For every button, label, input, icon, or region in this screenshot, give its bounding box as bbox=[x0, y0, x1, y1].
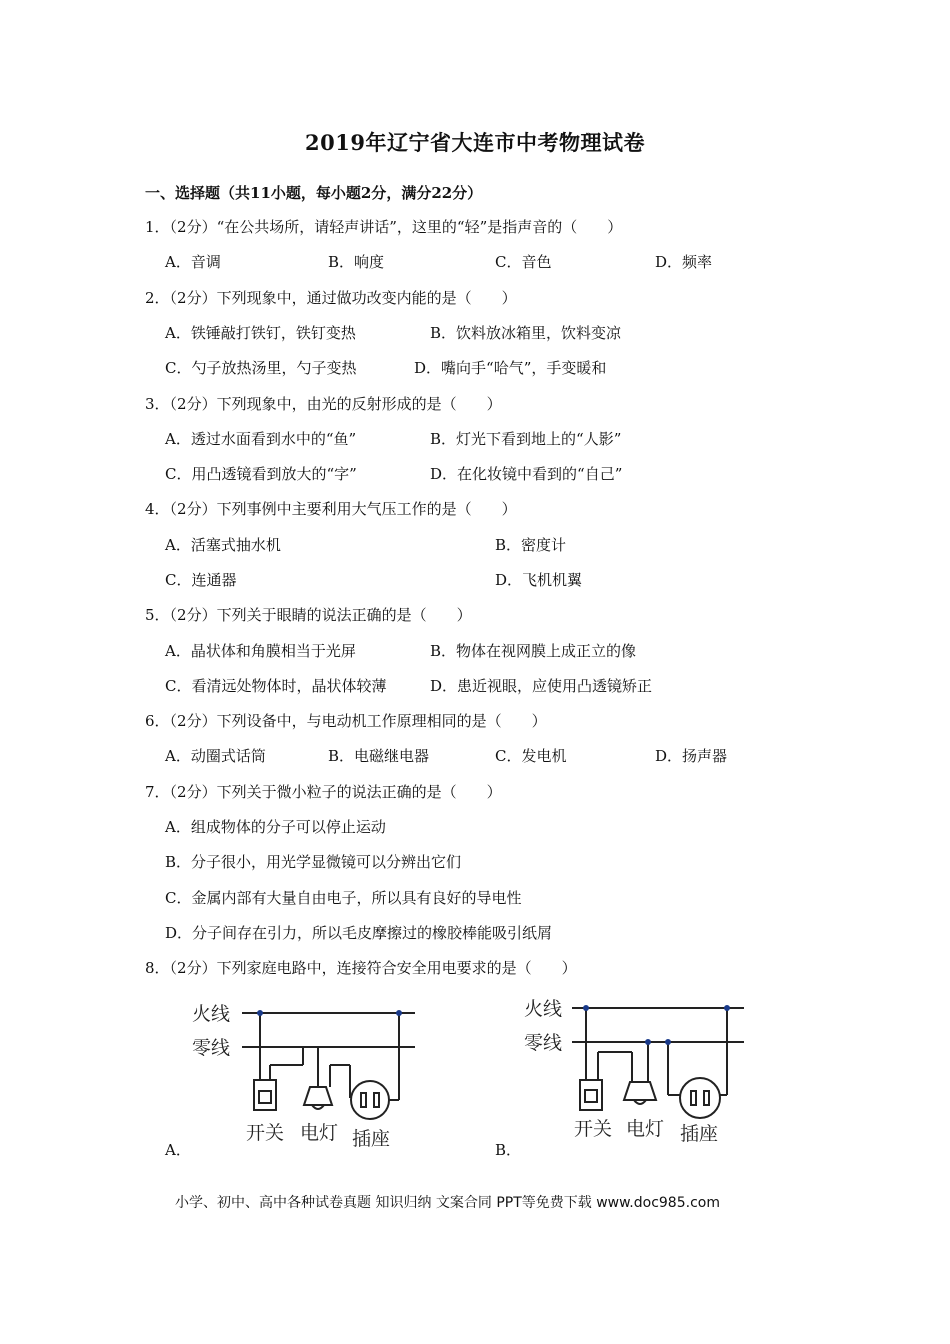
q3-option-a: A．透过水面看到水中的“鱼” bbox=[165, 430, 357, 448]
section-heading: 一、选择题（共11小题，每小题2分，满分22分） bbox=[145, 184, 483, 202]
label-switch: 开关 bbox=[246, 1122, 285, 1144]
question-4-stem: 4．（2分）下列事例中主要利用大气压工作的是（ ） bbox=[145, 500, 517, 518]
label-neutral-wire: 零线 bbox=[524, 1032, 563, 1054]
q6-option-c: C．发电机 bbox=[495, 747, 567, 765]
q2-option-c: C．勺子放热汤里，勺子变热 bbox=[165, 359, 357, 377]
q2-option-d: D．嘴向手“哈气”，手变暖和 bbox=[414, 359, 607, 377]
q3-option-c: C．用凸透镜看到放大的“字” bbox=[165, 465, 357, 483]
q1-option-d: D．频率 bbox=[655, 253, 713, 271]
q8-option-a: A． bbox=[165, 1141, 191, 1159]
label-lamp: 电灯 bbox=[300, 1122, 339, 1144]
question-5-stem: 5．（2分）下列关于眼睛的说法正确的是（ ） bbox=[145, 606, 472, 624]
q1-option-b: B．响度 bbox=[328, 253, 385, 271]
q5-option-c: C．看清远处物体时，晶状体较薄 bbox=[165, 677, 387, 695]
q3-option-d: D．在化妆镜中看到的“自己” bbox=[430, 465, 623, 483]
q7-option-c: C．金属内部有大量自由电子，所以具有良好的导电性 bbox=[165, 889, 522, 907]
q5-option-a: A．晶状体和角膜相当于光屏 bbox=[165, 642, 356, 660]
q6-option-d: D．扬声器 bbox=[655, 747, 728, 765]
q2-option-a: A．铁锤敲打铁钉，铁钉变热 bbox=[165, 324, 356, 342]
q6-option-b: B．电磁继电器 bbox=[328, 747, 430, 765]
paper-title: 2019年辽宁省大连市中考物理试卷 bbox=[305, 130, 645, 155]
q8-option-b: B． bbox=[495, 1141, 522, 1159]
label-socket: 插座 bbox=[680, 1123, 719, 1145]
label-live-wire: 火线 bbox=[192, 1003, 231, 1025]
question-7-stem: 7．（2分）下列关于微小粒子的说法正确的是（ ） bbox=[145, 783, 502, 801]
q4-option-c: C．连通器 bbox=[165, 571, 237, 589]
q7-option-d: D．分子间存在引力，所以毛皮摩擦过的橡胶棒能吸引纸屑 bbox=[165, 924, 553, 942]
page-footer: 小学、初中、高中各种试卷真题 知识归纳 文案合同 PPT等免费下载 www.doc985.com bbox=[175, 1195, 720, 1211]
q7-option-a: A．组成物体的分子可以停止运动 bbox=[165, 818, 386, 836]
q4-option-b: B．密度计 bbox=[495, 536, 567, 554]
q1-option-a: A．音调 bbox=[165, 253, 221, 271]
question-8-stem: 8．（2分）下列家庭电路中，连接符合安全用电要求的是（ ） bbox=[145, 959, 577, 977]
circuit-diagram-b bbox=[522, 990, 762, 1150]
question-3-stem: 3．（2分）下列现象中，由光的反射形成的是（ ） bbox=[145, 395, 502, 413]
q2-option-b: B．饮料放冰箱里，饮料变凉 bbox=[430, 324, 622, 342]
q4-option-d: D．飞机机翼 bbox=[495, 571, 583, 589]
circuit-diagram-a bbox=[190, 995, 430, 1155]
question-6-stem: 6．（2分）下列设备中，与电动机工作原理相同的是（ ） bbox=[145, 712, 547, 730]
label-switch: 开关 bbox=[574, 1118, 613, 1140]
q7-option-b: B．分子很小，用光学显微镜可以分辨出它们 bbox=[165, 853, 462, 871]
question-1-stem: 1．（2分）“在公共场所，请轻声讲话”，这里的“轻”是指声音的（ ） bbox=[145, 218, 623, 236]
label-neutral-wire: 零线 bbox=[192, 1037, 231, 1059]
label-live-wire: 火线 bbox=[524, 998, 563, 1020]
q4-option-a: A．活塞式抽水机 bbox=[165, 536, 281, 554]
q5-option-d: D．患近视眼，应使用凸透镜矫正 bbox=[430, 677, 653, 695]
label-socket: 插座 bbox=[352, 1128, 391, 1150]
q3-option-b: B．灯光下看到地上的“人影” bbox=[430, 430, 622, 448]
label-lamp: 电灯 bbox=[626, 1118, 665, 1140]
q5-option-b: B．物体在视网膜上成正立的像 bbox=[430, 642, 637, 660]
q6-option-a: A．动圈式话筒 bbox=[165, 747, 266, 765]
q1-option-c: C．音色 bbox=[495, 253, 552, 271]
question-2-stem: 2．（2分）下列现象中，通过做功改变内能的是（ ） bbox=[145, 289, 517, 307]
